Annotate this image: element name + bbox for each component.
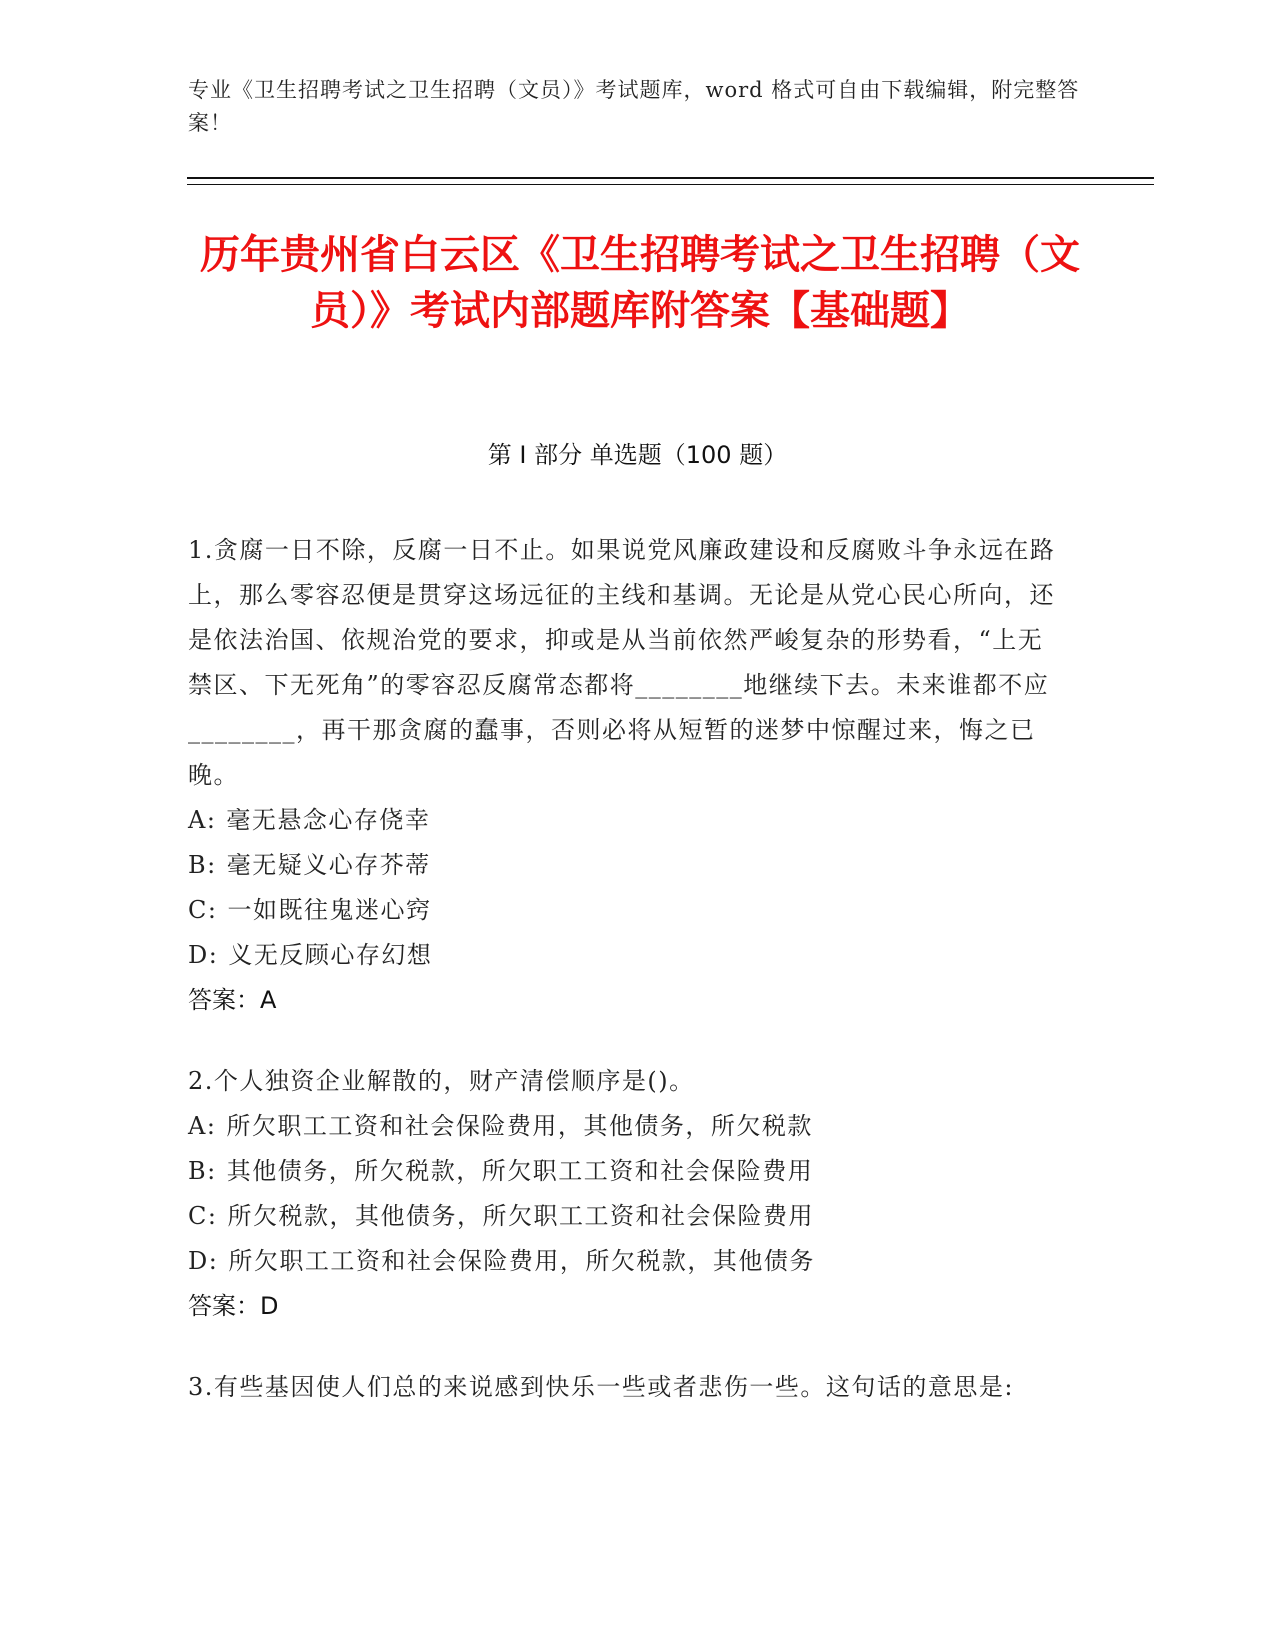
question-stem: 2.个人独资企业解散的，财产清偿顺序是()。 [188, 1067, 695, 1095]
option-text: 义无反顾心存幻想 [228, 941, 433, 969]
answer-option [188, 933, 1068, 978]
option-text: 其他债务，所欠税款，所欠职工工资和社会保险费用 [226, 1157, 814, 1185]
question-list [188, 528, 1068, 1446]
answer-option [188, 888, 1068, 933]
document-title: 历年贵州省白云区《卫生招聘考试之卫生招聘（文员）》考试内部题库附答案【基础题】 [200, 232, 1080, 334]
option-text: 一如既往鬼迷心窍 [227, 896, 432, 924]
answer-option [188, 798, 1068, 843]
section-heading: 第 I 部分 单选题（100 题） [487, 441, 788, 469]
question-stem: 1.贪腐一日不除，反腐一日不止。如果说党风廉政建设和反腐败斗争永远在路上，那么零容忍便是贯穿这场远征的主线和基调。无论是从党心民心所向，还是依法治国、依规治党的要求，抑或是从当前依然严峻复杂的形势看，“上无禁区、下无死角”的零容忍反腐常态都将________地继续下去。未来谁都不应________，再干那贪腐的蠢事，否则必将从短暂的迷梦中惊醒过来，悔之已晚。 [188, 536, 1056, 789]
header-divider [187, 177, 1154, 179]
answer-option [188, 1194, 1068, 1239]
option-letter: C: [188, 1202, 218, 1230]
option-letter: C: [188, 896, 218, 924]
question-item [188, 1059, 1068, 1329]
answer-key: 答案：A [188, 986, 277, 1014]
question-item [188, 528, 1068, 1023]
answer-option [188, 843, 1068, 888]
option-letter: B: [188, 1157, 217, 1185]
option-text: 毫无悬念心存侥幸 [226, 806, 431, 834]
option-text: 所欠职工工资和社会保险费用，其他债务，所欠税款 [226, 1112, 813, 1140]
question-item [188, 1365, 1068, 1410]
option-text: 所欠税款，其他债务，所欠职工工资和社会保险费用 [227, 1202, 814, 1230]
answer-key: 答案：D [188, 1292, 279, 1320]
option-letter: D: [188, 1247, 219, 1275]
answer-option [188, 1149, 1068, 1194]
option-letter: A: [188, 1112, 217, 1140]
option-text: 所欠职工工资和社会保险费用，所欠税款，其他债务 [228, 1247, 815, 1275]
header-note: 专业《卫生招聘考试之卫生招聘（文员）》考试题库，word 格式可自由下载编辑，附完整答案！ [188, 78, 1080, 135]
answer-option [188, 1239, 1068, 1284]
option-letter: B: [188, 851, 217, 879]
answer-option [188, 1104, 1068, 1149]
option-letter: D: [188, 941, 219, 969]
option-text: 毫无疑义心存芥蒂 [226, 851, 431, 879]
header-divider-thin [187, 184, 1154, 185]
question-stem: 3.有些基因使人们总的来说感到快乐一些或者悲伤一些。这句话的意思是: [188, 1373, 1014, 1401]
option-letter: A: [188, 806, 217, 834]
